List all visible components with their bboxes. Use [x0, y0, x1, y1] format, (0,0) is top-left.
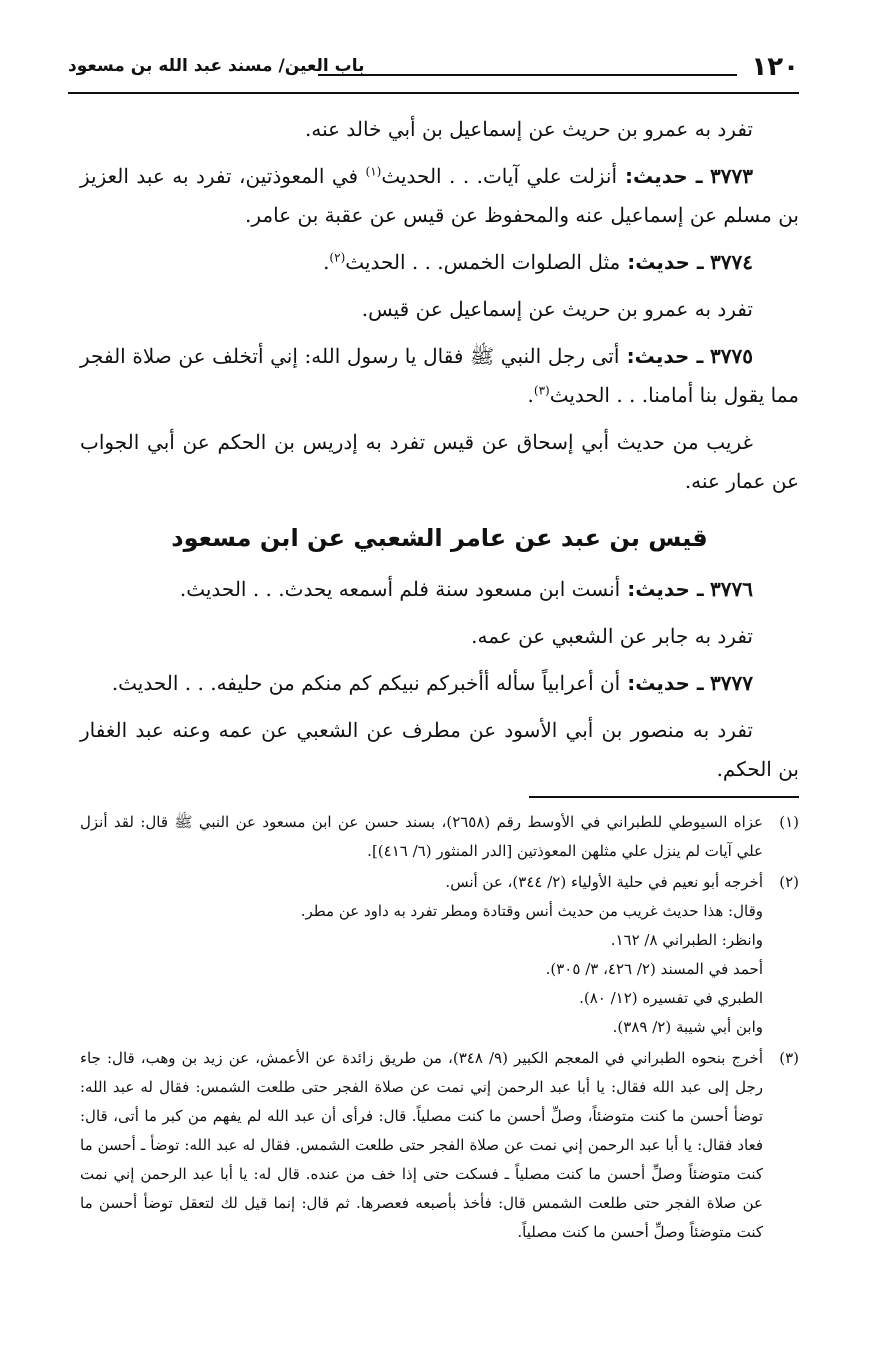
hadith-3773: ٣٧٧٣ ـ حديث: أنزلت علي آيات. . . الحديث$^{(١)}$ في المعوذتين، تفرد به عبد العزيز بن مسلم عن إسماعيل عنه والمحفوظ عن قيس عن عقبة بن عامر.: [80, 164, 799, 227]
hadith-text: أتى رجل النبي ﷺ فقال يا رسول الله: إني أتخلف عن صلاة الفجر مما يقول بنا أمامنا. . . الحديث: [80, 344, 799, 407]
page-header: [68, 48, 799, 94]
footnote-line: وقال: هذا حديث غريب من حديث أنس وقتادة ومطر تفرد به داود عن مطر.: [300, 902, 763, 920]
hadith-keyword: حديث: [635, 671, 690, 695]
page-number: ١٢٠: [751, 52, 799, 82]
hadith-keyword: حديث: [635, 577, 690, 601]
hadith-text: مثل الصلوات الخمس. . . الحديث: [345, 250, 621, 274]
footnote-line: الطبري في تفسيره (١٢/ ٨٠).: [579, 989, 763, 1007]
hadith-number: ٣٧٧٦: [710, 577, 753, 601]
footnote-line: وانظر: الطبراني ٨/ ١٦٢.: [610, 931, 763, 949]
hadith-text-cont: في المعوذتين، تفرد به عبد العزيز بن مسلم عن إسماعيل عنه والمحفوظ عن قيس عن عقبة بن عامر.: [80, 164, 799, 227]
footnote-number: (١): [779, 813, 799, 831]
hadith-3775: ٣٧٧٥ ـ حديث: أتى رجل النبي ﷺ فقال يا رسول الله: إني أتخلف عن صلاة الفجر مما يقول بنا أمامنا. . . الحديث$^{(٣)}$.: [80, 344, 799, 407]
hadith-3777: ٣٧٧٧ ـ حديث: أن أعرابياً سأله أأخبركم نبيكم كم منكم من حليفه. . . الحديث.: [111, 671, 753, 695]
footnote-separator: [529, 796, 799, 798]
hadith-3774: ٣٧٧٤ ـ حديث: مثل الصلوات الخمس. . . الحديث$^{(٢)}$.: [323, 250, 753, 274]
paragraph: تفرد به منصور بن أبي الأسود عن مطرف عن الشعبي عن عمه وعنه عبد الغفار بن الحكم.: [80, 718, 799, 781]
footnote-line: أحمد في المسند (٢/ ٤٢٦، ٣/ ٣٠٥).: [545, 960, 763, 978]
hadith-keyword: حديث: [635, 250, 690, 274]
footnote-number: (٣): [779, 1049, 799, 1067]
footnote-line: أخرج بنحوه الطبراني في المعجم الكبير (٩/ ٣٤٨)، من طريق زائدة عن الأعمش، عن زيد بن وهب، قال: جاء رجل إلى عبد الله فقال: يا أبا عبد الرحمن إني نمت عن صلاة الفجر حتى طلعت الشمس: فقال له عبد الله: توضأ أحسن ما كنت متوضئاً، وصلِّ أحسن ما كنت مصلياً. قال: فرأى أن عبد الله لم يفهم من كبر ما أتى، قال: فعاد فقال: يا أبا عبد الرحمن إني نمت عن صلاة الفجر حتى طلعت الشمس. فقال له عبد الله: توضأ ـ أحسن ما كنت متوضئاً وصلِّ أحسن ما كنت مصلياً ـ فسكت حتى إذا خف من عنده. قال له: يا أبا عبد الرحمن إني نمت عن صلاة الفجر حتى طلعت الشمس قال: فأخذ بأصبعه فعصرها. ثم قال: إنما قيل لك لتعقل توضأ أحسن ما كنت متوضئاً وصلِّ أحسن ما كنت مصلياً.: [80, 1049, 763, 1241]
hadith-3776: ٣٧٧٦ ـ حديث: أنست ابن مسعود سنة فلم أسمعه يحدث. . . الحديث.: [179, 577, 753, 601]
hadith-keyword: حديث: [633, 164, 688, 188]
paragraph: غريب من حديث أبي إسحاق عن قيس تفرد به إدريس بن الحكم عن أبي الجواب عن عمار عنه.: [80, 430, 799, 493]
footnote-1: [80, 808, 799, 866]
hadith-keyword: حديث: [634, 344, 690, 368]
footnote-line: أخرجه أبو نعيم في حلية الأولياء (٢/ ٣٤٤)، عن أنس.: [445, 873, 763, 891]
hadith-number: ٣٧٧٣: [710, 164, 753, 188]
hadith-text-cont: .: [527, 383, 534, 407]
section-heading: قيس بن عبد عن عامر الشعبي عن ابن مسعود: [171, 524, 708, 552]
hadith-text: أنست ابن مسعود سنة فلم أسمعه يحدث. . . الحديث.: [179, 577, 621, 601]
hadith-text: أن أعرابياً سأله أأخبركم نبيكم كم منكم من حليفه. . . الحديث.: [111, 671, 621, 695]
footnotes: [80, 808, 799, 1249]
footnote-number: (٢): [779, 873, 799, 891]
hadith-number: ٣٧٧٧: [710, 671, 753, 695]
footnote-line: وابن أبي شيبة (٢/ ٣٨٩).: [612, 1018, 763, 1036]
footnote-ref: (١): [365, 164, 382, 179]
header-rule: [318, 74, 737, 76]
footnote-line: عزاه السيوطي للطبراني في الأوسط رقم (٢٦٥٨)، بسند حسن عن ابن مسعود عن النبي ﷺ قال: لقد أنزل علي آيات لم ينزل علي مثلهن المعوذتين [الدر المنثور (٦/ ٤١٦)].: [80, 813, 763, 860]
main-text: [80, 110, 799, 797]
paragraph: تفرد به عمرو بن حريث عن إسماعيل بن أبي خالد عنه.: [305, 117, 753, 141]
footnote-2: [80, 868, 799, 1042]
hadith-text-cont: .: [323, 250, 330, 274]
footnote-ref: (٣): [533, 383, 550, 398]
footnote-3: [80, 1044, 799, 1247]
hadith-text: أنزلت علي آيات. . . الحديث: [381, 164, 617, 188]
paragraph: تفرد به جابر عن الشعبي عن عمه.: [471, 624, 753, 648]
paragraph: تفرد به عمرو بن حريث عن إسماعيل عن قيس.: [361, 297, 753, 321]
hadith-number: ٣٧٧٤: [710, 250, 753, 274]
footnote-ref: (٢): [329, 250, 346, 265]
running-title: باب العين/ مسند عبد الله بن مسعود: [68, 56, 365, 76]
hadith-number: ٣٧٧٥: [710, 344, 753, 368]
